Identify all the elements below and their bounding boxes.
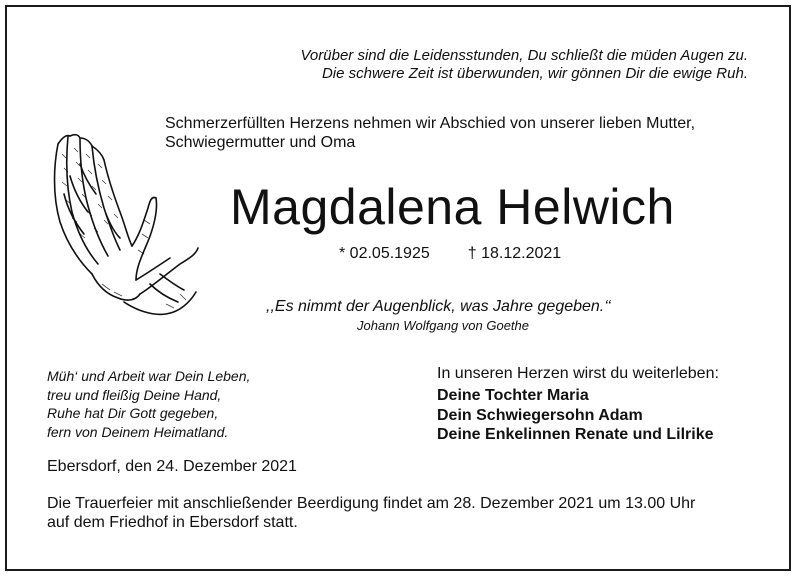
quote: ,,Es nimmt der Augenblick, was Jahre gegeben.‘‘ [266, 298, 611, 315]
family-member: Dein Schwiegersohn Adam [437, 406, 643, 424]
family-intro: In unseren Herzen wirst du weiterleben: [437, 365, 719, 382]
left-poem [47, 367, 250, 441]
intro-line: Schwiegermutter und Oma [165, 134, 356, 151]
place-and-date: Ebersdorf, den 24. Dezember 2021 [47, 458, 297, 475]
top-poem-line: Die schwere Zeit ist überwunden, wir gönnen Dir die ewige Ruh. [321, 65, 748, 82]
praying-hands-icon [40, 124, 200, 324]
left-poem-line: Müh‘ und Arbeit war Dein Leben, [47, 368, 251, 384]
birth-date: * 02.05.1925 [339, 245, 430, 262]
top-poem [300, 47, 748, 83]
service-line: Die Trauerfeier mit anschließender Beerdigung findet am 28. Dezember 2021 um 13.00 Uhr [47, 495, 696, 512]
family-list [437, 386, 714, 445]
life-dates [339, 244, 561, 264]
family-member: Deine Enkelinnen Renate und Lilrike [437, 426, 714, 443]
family-member: Deine Tochter Maria [437, 387, 589, 404]
intro-text [165, 114, 695, 152]
intro-line: Schmerzerfüllten Herzens nehmen wir Abschied von unserer lieben Mutter, [165, 115, 696, 132]
left-poem-line: fern von Deinem Heimatland. [47, 423, 229, 440]
left-poem-line: treu und fleißig Deine Hand, [47, 386, 222, 403]
quote-author: Johann Wolfgang von Goethe [357, 318, 530, 333]
service-line: auf dem Friedhof in Ebersdorf statt. [47, 514, 298, 531]
left-poem-line: Ruhe hat Dir Gott gegeben, [47, 405, 219, 421]
deceased-name: Magdalena Helwich [230, 179, 675, 235]
death-date: † 18.12.2021 [467, 245, 562, 262]
funeral-service-info [47, 494, 695, 532]
top-poem-line: Vorüber sind die Leidensstunden, Du schließt die müden Augen zu. [300, 47, 748, 64]
